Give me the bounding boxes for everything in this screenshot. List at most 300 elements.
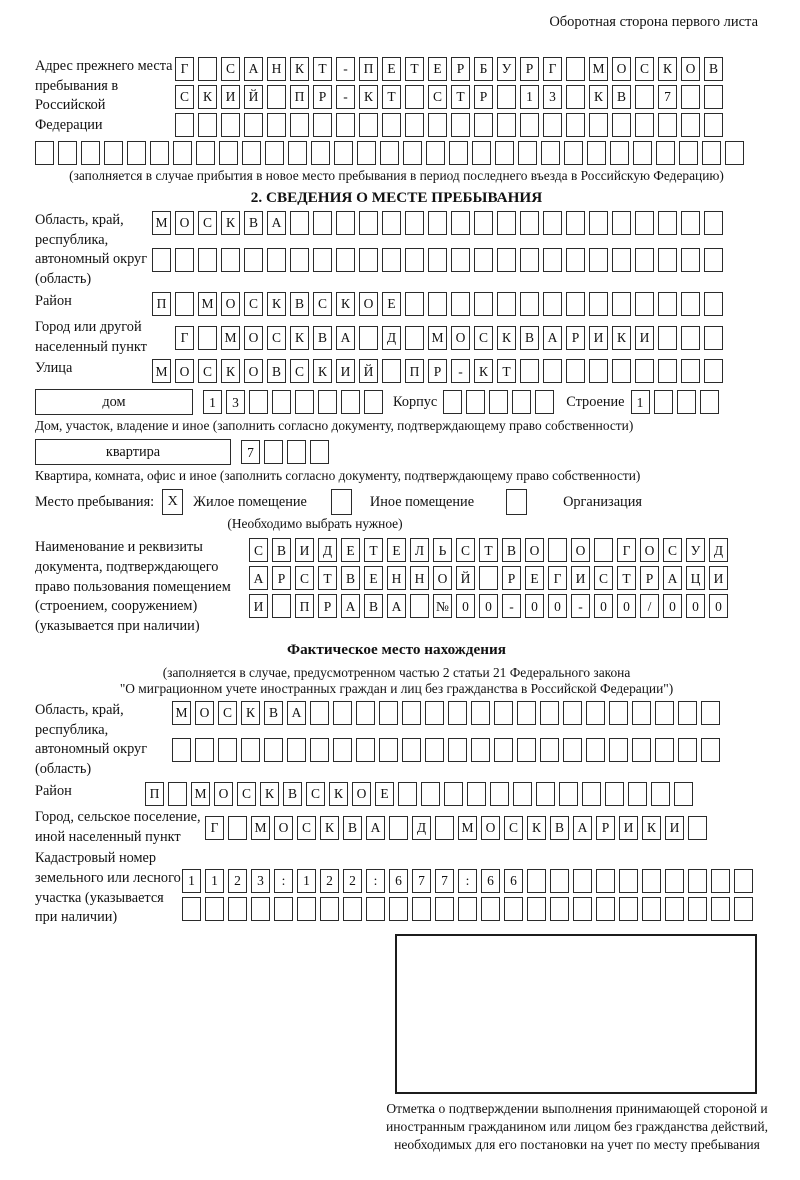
char-cell[interactable]: - <box>571 594 590 618</box>
char-cell[interactable] <box>481 897 500 921</box>
char-cell[interactable] <box>619 897 638 921</box>
char-cell[interactable]: - <box>451 359 470 383</box>
char-cell[interactable] <box>448 738 467 762</box>
char-cell[interactable] <box>651 782 670 806</box>
char-cell[interactable]: Е <box>364 566 383 590</box>
char-cell[interactable]: О <box>352 782 371 806</box>
char-cell[interactable] <box>425 738 444 762</box>
char-cell[interactable] <box>228 897 247 921</box>
char-cell[interactable] <box>382 211 401 235</box>
char-cell[interactable] <box>566 85 585 109</box>
char-cell[interactable]: 1 <box>631 390 650 414</box>
char-cell[interactable]: О <box>244 326 263 350</box>
char-cell[interactable]: М <box>152 211 171 235</box>
char-cell[interactable]: Т <box>405 57 424 81</box>
char-cell[interactable]: С <box>295 566 314 590</box>
char-cell[interactable] <box>444 782 463 806</box>
char-cell[interactable] <box>405 292 424 316</box>
char-cell[interactable] <box>474 292 493 316</box>
char-cell[interactable] <box>471 738 490 762</box>
char-cell[interactable]: 0 <box>617 594 636 618</box>
char-cell[interactable]: 0 <box>456 594 475 618</box>
char-cell[interactable] <box>310 701 329 725</box>
char-cell[interactable]: К <box>320 816 339 840</box>
char-cell[interactable] <box>175 292 194 316</box>
char-cell[interactable] <box>566 57 585 81</box>
char-cell[interactable] <box>172 738 191 762</box>
char-cell[interactable] <box>573 897 592 921</box>
char-cell[interactable] <box>221 113 240 137</box>
char-cell[interactable] <box>635 292 654 316</box>
char-cell[interactable] <box>359 326 378 350</box>
char-cell[interactable]: С <box>594 566 613 590</box>
char-cell[interactable] <box>612 211 631 235</box>
char-cell[interactable]: С <box>635 57 654 81</box>
char-cell[interactable] <box>389 816 408 840</box>
char-cell[interactable]: Т <box>617 566 636 590</box>
char-cell[interactable] <box>628 782 647 806</box>
char-cell[interactable] <box>290 248 309 272</box>
char-cell[interactable]: Т <box>382 85 401 109</box>
char-cell[interactable]: О <box>175 359 194 383</box>
char-cell[interactable]: П <box>145 782 164 806</box>
char-cell[interactable] <box>343 897 362 921</box>
char-cell[interactable]: В <box>267 359 286 383</box>
char-cell[interactable] <box>619 869 638 893</box>
char-cell[interactable] <box>175 248 194 272</box>
char-cell[interactable] <box>678 701 697 725</box>
char-cell[interactable] <box>612 113 631 137</box>
char-cell[interactable]: В <box>264 701 283 725</box>
char-cell[interactable] <box>490 782 509 806</box>
char-cell[interactable]: В <box>341 566 360 590</box>
char-cell[interactable] <box>704 85 723 109</box>
char-cell[interactable] <box>497 248 516 272</box>
char-cell[interactable] <box>198 326 217 350</box>
char-cell[interactable] <box>589 113 608 137</box>
char-cell[interactable] <box>287 738 306 762</box>
char-cell[interactable] <box>681 113 700 137</box>
char-cell[interactable]: К <box>497 326 516 350</box>
char-cell[interactable]: : <box>458 869 477 893</box>
char-cell[interactable] <box>589 248 608 272</box>
char-cell[interactable]: 7 <box>435 869 454 893</box>
char-cell[interactable]: О <box>221 292 240 316</box>
char-cell[interactable]: К <box>474 359 493 383</box>
char-cell[interactable]: И <box>589 326 608 350</box>
char-cell[interactable] <box>443 390 462 414</box>
char-cell[interactable]: Р <box>313 85 332 109</box>
char-cell[interactable] <box>334 141 353 165</box>
char-cell[interactable]: О <box>612 57 631 81</box>
char-cell[interactable]: С <box>504 816 523 840</box>
char-cell[interactable] <box>589 292 608 316</box>
char-cell[interactable] <box>612 359 631 383</box>
char-cell[interactable] <box>451 248 470 272</box>
char-cell[interactable] <box>150 141 169 165</box>
char-cell[interactable] <box>244 248 263 272</box>
char-cell[interactable]: Й <box>244 85 263 109</box>
char-cell[interactable] <box>497 292 516 316</box>
char-cell[interactable] <box>127 141 146 165</box>
apartment-type-field[interactable]: квартира <box>35 439 231 465</box>
char-cell[interactable]: 0 <box>686 594 705 618</box>
char-cell[interactable]: И <box>336 359 355 383</box>
char-cell[interactable] <box>313 211 332 235</box>
char-cell[interactable] <box>451 211 470 235</box>
char-cell[interactable] <box>152 248 171 272</box>
char-cell[interactable] <box>589 359 608 383</box>
char-cell[interactable]: У <box>497 57 516 81</box>
char-cell[interactable] <box>681 211 700 235</box>
char-cell[interactable] <box>198 248 217 272</box>
char-cell[interactable]: С <box>306 782 325 806</box>
char-cell[interactable]: Н <box>387 566 406 590</box>
char-cell[interactable] <box>658 211 677 235</box>
char-cell[interactable]: К <box>642 816 661 840</box>
char-cell[interactable] <box>518 141 537 165</box>
char-cell[interactable]: 0 <box>709 594 728 618</box>
char-cell[interactable]: С <box>313 292 332 316</box>
char-cell[interactable] <box>435 897 454 921</box>
char-cell[interactable] <box>274 897 293 921</box>
char-cell[interactable] <box>195 738 214 762</box>
char-cell[interactable] <box>665 897 684 921</box>
char-cell[interactable]: С <box>456 538 475 562</box>
char-cell[interactable] <box>658 326 677 350</box>
char-cell[interactable] <box>288 141 307 165</box>
char-cell[interactable] <box>196 141 215 165</box>
char-cell[interactable] <box>566 113 585 137</box>
char-cell[interactable] <box>251 897 270 921</box>
char-cell[interactable]: В <box>283 782 302 806</box>
char-cell[interactable]: Е <box>341 538 360 562</box>
char-cell[interactable] <box>168 782 187 806</box>
char-cell[interactable]: 2 <box>343 869 362 893</box>
char-cell[interactable]: 6 <box>504 869 523 893</box>
char-cell[interactable] <box>658 292 677 316</box>
char-cell[interactable] <box>366 897 385 921</box>
char-cell[interactable] <box>474 113 493 137</box>
char-cell[interactable]: В <box>612 85 631 109</box>
char-cell[interactable]: Г <box>543 57 562 81</box>
char-cell[interactable]: В <box>502 538 521 562</box>
char-cell[interactable] <box>264 440 283 464</box>
char-cell[interactable] <box>333 701 352 725</box>
char-cell[interactable] <box>310 738 329 762</box>
char-cell[interactable] <box>543 292 562 316</box>
char-cell[interactable]: А <box>366 816 385 840</box>
char-cell[interactable] <box>566 359 585 383</box>
char-cell[interactable] <box>389 897 408 921</box>
char-cell[interactable]: П <box>290 85 309 109</box>
char-cell[interactable]: Г <box>617 538 636 562</box>
char-cell[interactable] <box>58 141 77 165</box>
char-cell[interactable] <box>541 141 560 165</box>
char-cell[interactable]: А <box>543 326 562 350</box>
char-cell[interactable]: Р <box>596 816 615 840</box>
char-cell[interactable] <box>448 701 467 725</box>
char-cell[interactable] <box>451 292 470 316</box>
char-cell[interactable] <box>426 141 445 165</box>
char-cell[interactable]: И <box>221 85 240 109</box>
char-cell[interactable]: К <box>241 701 260 725</box>
char-cell[interactable] <box>489 390 508 414</box>
char-cell[interactable]: 0 <box>663 594 682 618</box>
char-cell[interactable] <box>679 141 698 165</box>
char-cell[interactable] <box>182 897 201 921</box>
char-cell[interactable] <box>704 211 723 235</box>
char-cell[interactable] <box>410 594 429 618</box>
char-cell[interactable] <box>242 141 261 165</box>
char-cell[interactable]: - <box>502 594 521 618</box>
char-cell[interactable]: А <box>267 211 286 235</box>
char-cell[interactable] <box>474 211 493 235</box>
char-cell[interactable]: С <box>290 359 309 383</box>
char-cell[interactable] <box>205 897 224 921</box>
char-cell[interactable]: М <box>589 57 608 81</box>
char-cell[interactable]: С <box>198 359 217 383</box>
char-cell[interactable] <box>734 897 753 921</box>
char-cell[interactable] <box>494 738 513 762</box>
char-cell[interactable] <box>642 869 661 893</box>
char-cell[interactable] <box>295 390 314 414</box>
char-cell[interactable]: Г <box>175 326 194 350</box>
char-cell[interactable] <box>265 141 284 165</box>
char-cell[interactable] <box>497 113 516 137</box>
char-cell[interactable] <box>612 292 631 316</box>
char-cell[interactable] <box>587 141 606 165</box>
char-cell[interactable] <box>320 897 339 921</box>
char-cell[interactable]: Т <box>497 359 516 383</box>
char-cell[interactable] <box>665 869 684 893</box>
char-cell[interactable] <box>336 211 355 235</box>
char-cell[interactable] <box>405 326 424 350</box>
char-cell[interactable] <box>520 211 539 235</box>
char-cell[interactable] <box>219 141 238 165</box>
char-cell[interactable] <box>701 701 720 725</box>
char-cell[interactable]: 2 <box>228 869 247 893</box>
char-cell[interactable] <box>658 248 677 272</box>
char-cell[interactable] <box>596 869 615 893</box>
char-cell[interactable] <box>701 738 720 762</box>
char-cell[interactable]: 7 <box>241 440 260 464</box>
char-cell[interactable]: 1 <box>203 390 222 414</box>
char-cell[interactable] <box>704 359 723 383</box>
char-cell[interactable]: 1 <box>205 869 224 893</box>
char-cell[interactable] <box>563 738 582 762</box>
char-cell[interactable] <box>449 141 468 165</box>
char-cell[interactable] <box>654 390 673 414</box>
char-cell[interactable] <box>264 738 283 762</box>
char-cell[interactable] <box>318 390 337 414</box>
char-cell[interactable]: К <box>359 85 378 109</box>
char-cell[interactable] <box>290 113 309 137</box>
char-cell[interactable]: Р <box>640 566 659 590</box>
char-cell[interactable] <box>548 538 567 562</box>
char-cell[interactable]: Т <box>479 538 498 562</box>
char-cell[interactable]: М <box>152 359 171 383</box>
char-cell[interactable]: О <box>433 566 452 590</box>
char-cell[interactable]: О <box>359 292 378 316</box>
char-cell[interactable]: У <box>686 538 705 562</box>
char-cell[interactable]: 0 <box>548 594 567 618</box>
char-cell[interactable] <box>313 113 332 137</box>
char-cell[interactable]: Р <box>474 85 493 109</box>
char-cell[interactable]: О <box>244 359 263 383</box>
char-cell[interactable] <box>428 113 447 137</box>
char-cell[interactable] <box>405 85 424 109</box>
char-cell[interactable] <box>540 738 559 762</box>
char-cell[interactable]: К <box>329 782 348 806</box>
char-cell[interactable]: Й <box>456 566 475 590</box>
char-cell[interactable]: Д <box>318 538 337 562</box>
char-cell[interactable] <box>681 326 700 350</box>
char-cell[interactable] <box>655 738 674 762</box>
char-cell[interactable] <box>594 538 613 562</box>
char-cell[interactable]: И <box>295 538 314 562</box>
char-cell[interactable] <box>504 897 523 921</box>
char-cell[interactable] <box>610 141 629 165</box>
char-cell[interactable] <box>702 141 721 165</box>
char-cell[interactable] <box>272 390 291 414</box>
char-cell[interactable]: О <box>571 538 590 562</box>
char-cell[interactable] <box>267 85 286 109</box>
char-cell[interactable]: Р <box>318 594 337 618</box>
char-cell[interactable] <box>589 211 608 235</box>
char-cell[interactable] <box>405 211 424 235</box>
char-cell[interactable] <box>287 440 306 464</box>
char-cell[interactable]: О <box>451 326 470 350</box>
char-cell[interactable]: С <box>237 782 256 806</box>
char-cell[interactable] <box>104 141 123 165</box>
char-cell[interactable]: О <box>481 816 500 840</box>
char-cell[interactable]: К <box>658 57 677 81</box>
char-cell[interactable] <box>497 211 516 235</box>
residential-premise-checkbox[interactable]: X <box>162 489 183 515</box>
char-cell[interactable]: В <box>290 292 309 316</box>
char-cell[interactable]: 3 <box>251 869 270 893</box>
char-cell[interactable]: В <box>704 57 723 81</box>
char-cell[interactable] <box>428 292 447 316</box>
char-cell[interactable] <box>543 211 562 235</box>
char-cell[interactable]: А <box>244 57 263 81</box>
char-cell[interactable]: Е <box>375 782 394 806</box>
char-cell[interactable] <box>582 782 601 806</box>
char-cell[interactable]: С <box>663 538 682 562</box>
char-cell[interactable] <box>472 141 491 165</box>
char-cell[interactable]: К <box>527 816 546 840</box>
char-cell[interactable] <box>221 248 240 272</box>
char-cell[interactable] <box>412 897 431 921</box>
char-cell[interactable] <box>688 897 707 921</box>
char-cell[interactable]: Д <box>382 326 401 350</box>
char-cell[interactable] <box>674 782 693 806</box>
char-cell[interactable]: А <box>336 326 355 350</box>
char-cell[interactable]: Г <box>548 566 567 590</box>
char-cell[interactable] <box>543 248 562 272</box>
char-cell[interactable] <box>297 897 316 921</box>
char-cell[interactable] <box>520 248 539 272</box>
char-cell[interactable]: Н <box>410 566 429 590</box>
char-cell[interactable]: И <box>635 326 654 350</box>
char-cell[interactable] <box>564 141 583 165</box>
char-cell[interactable] <box>609 701 628 725</box>
char-cell[interactable]: В <box>272 538 291 562</box>
char-cell[interactable]: В <box>520 326 539 350</box>
char-cell[interactable] <box>635 113 654 137</box>
char-cell[interactable]: М <box>221 326 240 350</box>
char-cell[interactable]: С <box>175 85 194 109</box>
char-cell[interactable] <box>428 211 447 235</box>
char-cell[interactable]: И <box>571 566 590 590</box>
char-cell[interactable] <box>428 248 447 272</box>
char-cell[interactable]: 1 <box>520 85 539 109</box>
char-cell[interactable] <box>605 782 624 806</box>
char-cell[interactable] <box>635 211 654 235</box>
char-cell[interactable] <box>380 141 399 165</box>
char-cell[interactable] <box>359 211 378 235</box>
char-cell[interactable] <box>527 897 546 921</box>
char-cell[interactable] <box>359 248 378 272</box>
char-cell[interactable] <box>527 869 546 893</box>
char-cell[interactable]: Д <box>709 538 728 562</box>
char-cell[interactable] <box>688 816 707 840</box>
char-cell[interactable]: М <box>251 816 270 840</box>
char-cell[interactable]: К <box>612 326 631 350</box>
char-cell[interactable] <box>474 248 493 272</box>
char-cell[interactable]: Г <box>205 816 224 840</box>
char-cell[interactable] <box>678 738 697 762</box>
char-cell[interactable] <box>711 869 730 893</box>
char-cell[interactable] <box>357 141 376 165</box>
char-cell[interactable]: / <box>640 594 659 618</box>
char-cell[interactable]: А <box>249 566 268 590</box>
char-cell[interactable]: К <box>336 292 355 316</box>
char-cell[interactable]: Т <box>313 57 332 81</box>
char-cell[interactable]: О <box>175 211 194 235</box>
char-cell[interactable] <box>566 211 585 235</box>
char-cell[interactable] <box>658 359 677 383</box>
char-cell[interactable] <box>563 701 582 725</box>
char-cell[interactable]: О <box>525 538 544 562</box>
char-cell[interactable]: И <box>709 566 728 590</box>
char-cell[interactable]: : <box>366 869 385 893</box>
char-cell[interactable]: П <box>295 594 314 618</box>
char-cell[interactable]: К <box>589 85 608 109</box>
char-cell[interactable] <box>655 701 674 725</box>
char-cell[interactable]: В <box>343 816 362 840</box>
char-cell[interactable]: М <box>458 816 477 840</box>
char-cell[interactable] <box>700 390 719 414</box>
char-cell[interactable] <box>734 869 753 893</box>
char-cell[interactable]: А <box>663 566 682 590</box>
char-cell[interactable]: М <box>428 326 447 350</box>
char-cell[interactable]: Ь <box>433 538 452 562</box>
char-cell[interactable] <box>711 897 730 921</box>
char-cell[interactable] <box>566 292 585 316</box>
char-cell[interactable]: 1 <box>182 869 201 893</box>
char-cell[interactable]: В <box>313 326 332 350</box>
char-cell[interactable]: С <box>428 85 447 109</box>
char-cell[interactable]: Е <box>382 292 401 316</box>
char-cell[interactable] <box>573 869 592 893</box>
char-cell[interactable] <box>632 738 651 762</box>
char-cell[interactable]: Н <box>267 57 286 81</box>
char-cell[interactable] <box>290 211 309 235</box>
char-cell[interactable]: С <box>198 211 217 235</box>
char-cell[interactable] <box>425 701 444 725</box>
